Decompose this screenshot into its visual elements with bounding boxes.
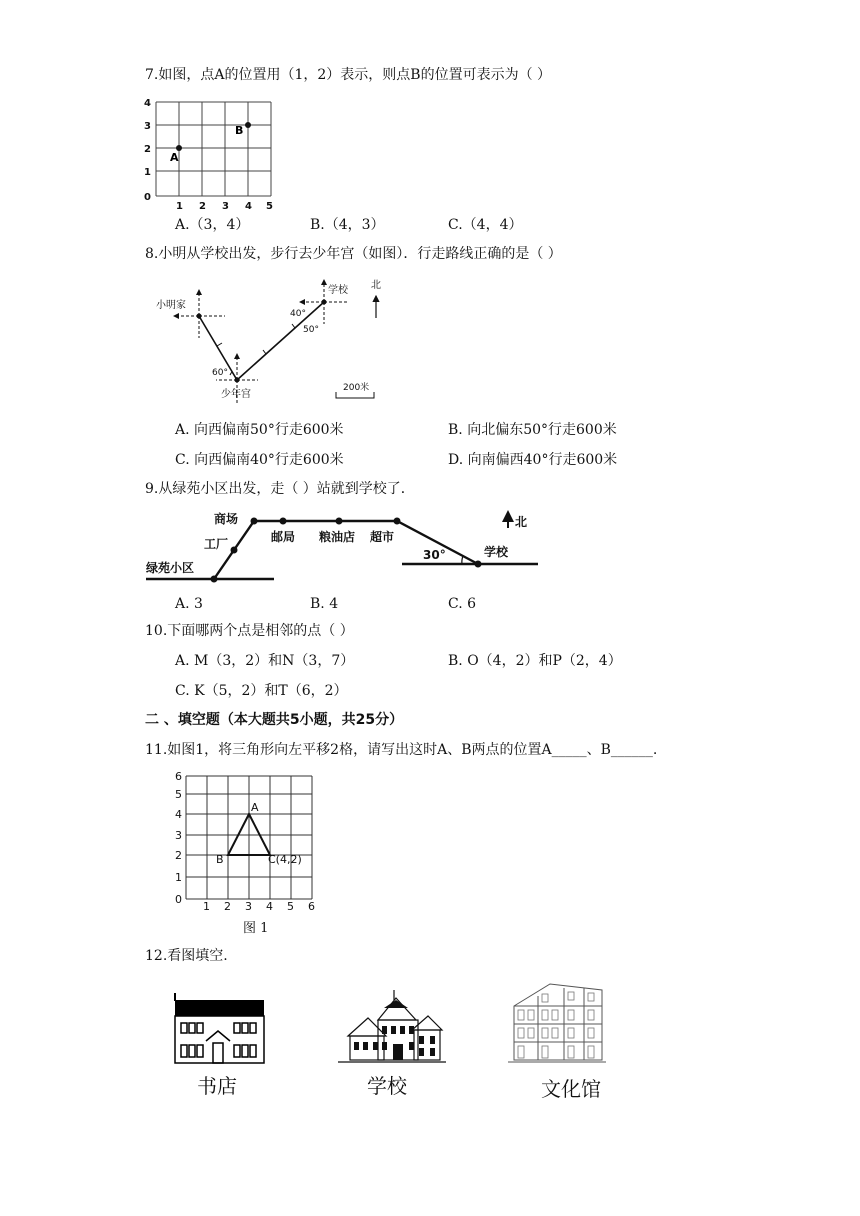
q8-north-label: 北 [371, 280, 381, 291]
section-heading: 二 、填空题（本大题共5小题，共25分） [145, 712, 404, 728]
q7-grid-lines [156, 102, 271, 196]
q7-y-tick: 1 [144, 167, 151, 178]
q8-route-school-palace [237, 302, 324, 380]
q7-y-tick: 3 [144, 121, 151, 132]
q9-option-b: B. 4 [310, 596, 339, 612]
q8-home-label: 小明家 [156, 300, 186, 311]
q7-x-tick: 1 [176, 201, 183, 212]
q9-mall-label: 商场 [214, 512, 239, 526]
building-label-school: 学校 [367, 1074, 407, 1098]
q11-y-tick: 3 [175, 829, 182, 842]
q8-angle-40: 40° [290, 309, 306, 319]
q9-post-label: 邮局 [271, 530, 296, 544]
q11-stem: 11.如图1，将三角形向左平移2格，请写出这时A、B两点的位置A_____、B______. [145, 742, 658, 758]
q8-angle-60: 60° [212, 368, 228, 378]
q11-label-b: B [216, 853, 224, 866]
q9-angle-label: 30° [423, 548, 446, 562]
q7-x-tick: 3 [222, 201, 229, 212]
bookstore-building-image [172, 993, 266, 1065]
q11-x-tick: 3 [245, 900, 252, 913]
school-building-image [338, 990, 446, 1066]
q11-x-tick: 5 [287, 900, 294, 913]
q7-point-b-dot [245, 122, 251, 128]
q9-market-label: 超市 [370, 530, 395, 544]
q7-point-a-label: A [170, 151, 179, 164]
culture-hall-building-image [508, 976, 606, 1066]
q7-option-b: B.（4，3） [310, 217, 385, 233]
q11-y-tick: 6 [175, 770, 182, 783]
q10-option-c: C. K（5，2）和T（6，2） [175, 683, 348, 699]
q11-y-tick: 1 [175, 871, 182, 884]
q7-point-b-label: B [235, 124, 244, 137]
q7-option-c: C.（4，4） [448, 217, 523, 233]
q7-y-tick: 2 [144, 144, 151, 155]
building-label-bookstore: 书店 [197, 1074, 237, 1098]
q11-y-tick: 5 [175, 788, 182, 801]
q8-option-c: C. 向西偏南40°行走600米 [175, 452, 344, 468]
q9-option-c: C. 6 [448, 596, 477, 612]
q10-option-a: A. M（3，2）和N（3，7） [175, 653, 355, 669]
q8-route-map [150, 272, 390, 412]
q11-x-tick: 2 [224, 900, 231, 913]
q7-x-tick: 5 [266, 201, 273, 212]
q10-stem: 10.下面哪两个点是相邻的点（ ） [145, 623, 354, 639]
q11-x-tick: 4 [266, 900, 273, 913]
q7-x-tick: 4 [245, 201, 252, 212]
building-label-culture-hall: 文化馆 [541, 1077, 601, 1101]
q11-grid-lines [186, 776, 312, 899]
q7-x-tick: 2 [199, 201, 206, 212]
q8-stem: 8.小明从学校出发，步行去少年宫（如图）．行走路线正确的是（ ） [145, 246, 562, 262]
q11-grid-figure [172, 768, 322, 913]
q9-start-label: 绿苑小区 [146, 561, 195, 575]
q8-option-a: A. 向西偏南50°行走600米 [175, 422, 344, 438]
q8-scale-label: 200米 [343, 383, 370, 393]
q11-x-tick: 1 [203, 900, 210, 913]
q8-option-b: B. 向北偏东50°行走600米 [448, 422, 617, 438]
q11-y-tick: 4 [175, 808, 182, 821]
q9-route-map [146, 506, 546, 588]
q9-north-label: 北 [515, 515, 528, 529]
q9-school-label: 学校 [484, 545, 509, 559]
q7-stem: 7.如图，点A的位置用（1，2）表示，则点B的位置可表示为（ ） [145, 67, 552, 83]
q8-angle-50: 50° [303, 325, 319, 335]
q11-y-tick: 0 [175, 893, 182, 906]
q9-stem: 9.从绿苑小区出发，走（ ）站就到学校了． [145, 481, 415, 497]
q11-label-c: C(4,2) [268, 853, 302, 866]
q11-x-tick: 6 [308, 900, 315, 913]
q7-grid-figure [140, 92, 280, 212]
q9-factory-label: 工厂 [204, 537, 229, 551]
q9-grain-label: 粮油店 [319, 530, 356, 544]
q7-y-tick: 4 [144, 98, 151, 109]
q10-option-b: B. O（4，2）和P（2，4） [448, 653, 622, 669]
q7-y-tick: 0 [144, 192, 151, 203]
q12-stem: 12.看图填空. [145, 948, 228, 964]
q8-option-d: D. 向南偏西40°行走600米 [448, 452, 618, 468]
q8-palace-label: 少年宫 [221, 389, 251, 400]
q11-y-tick: 2 [175, 849, 182, 862]
q7-option-a: A.（3，4） [175, 217, 250, 233]
q11-caption: 图 1 [243, 921, 269, 936]
q9-option-a: A. 3 [175, 596, 203, 612]
q11-label-a: A [251, 801, 259, 814]
q8-school-label: 学校 [328, 285, 348, 296]
